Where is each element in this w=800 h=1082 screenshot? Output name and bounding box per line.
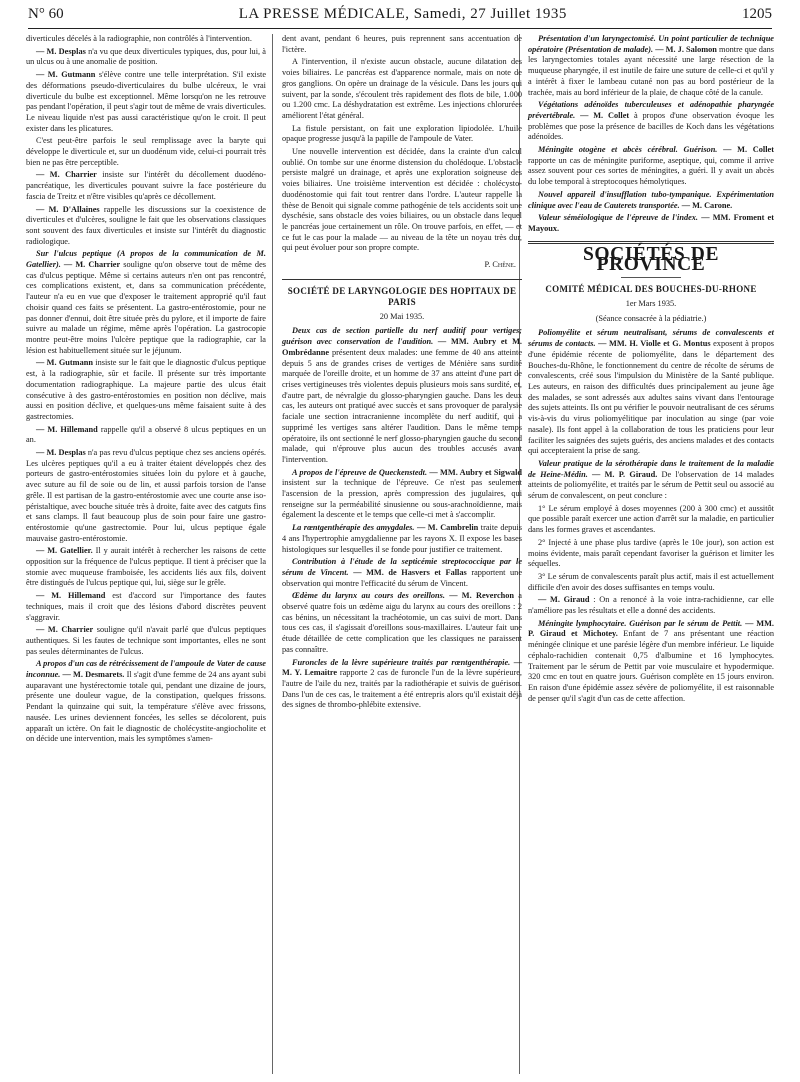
paragraph-title: Furoncles de la lèvre supérieure traités par rœntgenthérapie. bbox=[292, 657, 511, 667]
paragraph bbox=[528, 100, 774, 143]
section-banner: SOCIÉTÉS DE PROVINCE bbox=[582, 243, 720, 276]
paragraph-text: Une nouvelle intervention est décidée, dans la crainte d'un calcul oublié. On tombe sur une énorme distension du cholédoque. L'obstacle persiste malgré un drainage, et après une exploration soigneuse des voies biliaires. Une troisième intervention est décidée : cholécysto-duodénostomie qui fait tout rentrer dans l'ordre. L'auteur rappelle la thèse de Benoit qui signale comme pathogénie de tels accidents soit une dyschésie, sans obstacle des voies biliaires, ou un obstacle dans lequel le pancréas joue certainement un rôle. On trouve parfois, en effet, — et ce fut le cas pour la malade — au niveau de la tête un noyau très dur, qui peut évoluer pour son propre compte. bbox=[282, 147, 522, 253]
paragraph bbox=[282, 557, 522, 589]
paragraph bbox=[528, 213, 774, 234]
paragraph-text: rappelle les discussions sur la coexistence de diverticules et d'ulcères, souligne le fait que les observations classiques sont souvent des faux diverticules et insiste sur l'intérêt du diagnostic radiologique. bbox=[26, 204, 266, 246]
speaker-name: — M. Cambrelin bbox=[414, 523, 479, 533]
speaker-name: — M. Desplas bbox=[36, 448, 86, 458]
paragraph-title: A propos de l'épreuve de Queckenstedt. bbox=[292, 467, 428, 477]
paragraph-text: est d'accord sur l'importance des fautes techniques, mais il croit que des lésions d'abord discrètes peuvent s'aggravir. bbox=[26, 591, 266, 622]
section-heading: SOCIÉTÉ DE LARYNGOLOGIE DES HOPITAUX DE PARIS bbox=[287, 285, 517, 307]
speaker-name: — M. Y. Lemaitre bbox=[282, 657, 522, 678]
column-1 bbox=[26, 34, 266, 747]
paragraph bbox=[528, 190, 774, 211]
paragraph bbox=[528, 504, 774, 536]
paragraph bbox=[528, 328, 774, 456]
section-rule bbox=[282, 279, 522, 280]
paragraph-text: souligne qu'on observe tout de même des cas d'ulcus peptique. Même si certains auteurs n'en ont pas rencontré, ces complications existent, et, dans sa communication précédente, l'auteur n'a eu en vue que d'exposer le traitement approprié qu'il faut choisir quand ces faits se présentent. La gastro-entérostomie, pour ne pas donner d'ennui, doit être située près du pylore, et il importe de faire suivre au malade un régime, même après l'opération. La gastrocopie montre peut-être moins l'ulcère peptique que la radiographie, car la lésion est habituellement située sur le jéjunum. bbox=[26, 260, 266, 355]
paragraph bbox=[26, 136, 266, 168]
paragraph bbox=[528, 595, 774, 616]
speaker-name: — MM. de Hasvers et Fallas bbox=[348, 567, 467, 577]
paragraph-text: souligne qu'il n'avait parlé que d'ulcus peptiques authentiques. Si les fautes de technique sont importantes, elles ne sont pas seules déterminantes de l'ulcus. bbox=[26, 625, 267, 656]
speaker-name: — M. J. Salomon bbox=[653, 44, 717, 54]
paragraph-title: Présentation d'un laryngectomisé. Un point particulier de technique opératoire (Présentation de malade). bbox=[528, 34, 774, 54]
paragraph-text: 1° Le sérum employé à doses moyennes (200 à 300 cmc) et aussitôt que possible paraît exercer une action d'arrêt sur la maladie, en particulier dans les formes graves et ascendantes. bbox=[528, 503, 774, 535]
paragraph-title: A propos d'un cas de rétrécissement de l'ampoule de Vater de cause inconnue. bbox=[26, 659, 266, 680]
paragraph-title: Poliomyélite et sérum neutralisant, sérums de convalescents et sérums de contacts. bbox=[528, 328, 774, 349]
paragraph-text: montre que dans les laryngectomies totales ayant nécessité une large résection de la muqueuse pharyngée, il est inutile de faire une suture de celle-ci et qu'il y a intérêt à fixer le lambeau cutané non pas au bord postérieur de la trachée, mais au bord inférieur de la plaie, de chaque côté de la canule. bbox=[528, 44, 774, 97]
paragraph bbox=[26, 591, 266, 623]
paragraph-title: Méningite otogène et abcès cérébral. Guérison. bbox=[538, 145, 718, 155]
paragraph bbox=[26, 170, 266, 202]
speaker-name: — M. Gatellier. bbox=[36, 546, 93, 556]
paragraph bbox=[26, 546, 266, 589]
speaker-name: — MM. P. Giraud et Michotey. bbox=[528, 618, 774, 639]
paragraph-text: rappelle qu'il a observé 8 ulcus peptiques en un an. bbox=[26, 424, 266, 445]
paragraph bbox=[26, 448, 266, 544]
paragraph bbox=[528, 619, 774, 705]
paragraph-text: Enfant de 7 ans présentant une réaction méningée clinique et une parésie légère d'un membre inférieur. Le liquide céphalo-rachidien contenait 0,75 d'albumine et 16 lymphocytes. Traitement par le sérum de Pettit par voie musculaire et hypodermique. 320 cmc en tout en quatre jours. Guérison complète en 15 jours environ. En raison d'une épidémie assez sévère de poliomyélite, il est raisonnable de penser qu'il s'agit d'un cas de cette affection. bbox=[528, 629, 774, 703]
speaker-name: — M. Giraud bbox=[538, 595, 590, 605]
paragraph-text: De l'observation de 14 malades atteints de poliomyélite, et traités par le sérum de Pettit seul ou associé au sérum de convalescent, on peut conclure : bbox=[528, 469, 774, 501]
paragraph bbox=[26, 625, 266, 657]
paragraph-text: : On a renoncé à la voie intra-rachidienne, car elle n'améliore pas les résultats et elle a donné des accidents. bbox=[528, 595, 774, 616]
column-divider bbox=[272, 34, 273, 1074]
speaker-name: — M. Collet bbox=[717, 145, 774, 155]
paragraph-title: Méningite lymphocytaire. Guérison par le sérum de Pettit. bbox=[538, 618, 743, 628]
paragraph-title: Valeur séméiologique de l'épreuve de l'index. bbox=[538, 213, 699, 223]
paragraph bbox=[282, 658, 522, 712]
paragraph-text: traite depuis 4 ans l'hypertrophie amygdalienne par les rayons X. Il expose les bases histologiques sur lesquelles il se fonde pour justifier ce traitement. bbox=[282, 523, 522, 554]
speaker-name: — M. Charrier bbox=[36, 625, 94, 635]
page-number: 1205 bbox=[742, 6, 772, 22]
paragraph-title: Deux cas de section partielle du nerf auditif pour vertiges; guérison avec conservation de l'audition. bbox=[282, 326, 522, 347]
paragraph-text: insiste sur l'intérêt du décollement duodéno-pancréatique, les diverticules pouvant suivre la face postérieure du fascia de Treitz et n'être visibles qu'après ce décollement. bbox=[26, 170, 267, 201]
paragraph-text: n'a pas revu d'ulcus peptique chez ses anciens opérés. Les ulcères peptiques qu'il a eu à traiter étaient développés chez des porteurs de gastro-entérostomies situées loin du pylore et à gauche, avec suture au fil de soie ou de lin, et aussi parfois torsion de l'anse grêle. Il est partisan de la gastro-entérostomie avec une courte anse iso-péristaltique, avec bouche située très à droite, faite avec des catguts fins et sans clamps. Il faut beaucoup plus de soin pour faire une gastro-entérostomie qu'une gastrectomie. Pour lui, ulcus peptique égale mauvaise gastro-entérostomie. bbox=[26, 448, 266, 543]
paragraph-text: 3° Le sérum de convalescents paraît plus actif, mais il est actuellement difficile d'en avoir des doses suffisantes en temps voulu. bbox=[528, 571, 774, 592]
paragraph-text: exposent à propos d'une épidémie récente de poliomyélite, dans le département des Bouches-du-Rhône, le fonctionnement du centre de récolte de sérums de convalescents, créé sous l'impulsion du Ministère de la Santé publique. Les auteurs, en raison des difficultés dues principalement au jeune âge des malades, se sont adressés aux adultes sains vivant dans l'entourage des sujets atteints. Ils ont pu vérifier le pouvoir neutralisant de ces sérums vis-à-vis du virus poliomyélitique par inoculation au singe (par voie nasale). Ils font appel à la collaboration de tous les praticiens pour leur faciliter les saignées des sujets guéris, des anciens malades et des contacts qui accepteraient la prise de sang. bbox=[528, 339, 774, 456]
paragraph-title: Nouvel appareil d'insufflation tubo-tympanique. Expérimentation clinique avec l'eau de Cauterets transportée. bbox=[528, 189, 774, 210]
paragraph bbox=[528, 538, 774, 570]
page-header bbox=[28, 6, 772, 29]
short-rule bbox=[621, 277, 681, 278]
issue-number: N° 60 bbox=[28, 6, 64, 22]
paragraph-text: n'a vu que deux diverticules typiques, dus, pour lui, à un ulcus ou à une anomalie de position. bbox=[26, 46, 266, 67]
paragraph-text: a observé quatre fois un œdème aigu du larynx au cours des oreillons : 2 cas bénins, un nécessitant la trachéotomie, un cas suivi de mort. Dans tous ces cas, il s'agissait d'oreillons sous-maxillaires. L'auteur fait une étude détaillée de cette complication que les classiques ne paraissent pas connaître. bbox=[282, 591, 522, 654]
paragraph bbox=[282, 57, 522, 121]
speaker-name: — M. Gutmann bbox=[36, 70, 96, 80]
speaker-name: — M. Collet bbox=[575, 110, 630, 120]
paragraph-text: rapportent une observation qui montre l'efficacité du sérum de Vincent. bbox=[282, 567, 523, 588]
paragraph-text: rapporte 2 cas de furoncle l'un de la lèvre supérieure, l'autre de l'aile du nez, traités par la radiothérapie et suivis de guérison. Dans l'un de ces cas, le traitement a été entrepris alors qu'il existait déjà des signes de thrombo-phlébite extensive. bbox=[282, 668, 522, 710]
paragraph-text: 2° Injecté à une phase plus tardive (après le 10e jour), son action est moins évidente, mais paraît cependant favoriser la guérison et limiter les séquelles. bbox=[528, 537, 774, 569]
paragraph-text: diverticules décelés à la radiographie, non contrôlés à l'intervention. bbox=[26, 34, 252, 43]
speaker-name: — MM. Froment et Mayoux. bbox=[528, 213, 774, 233]
paragraph-title: Œdème du larynx au cours des oreillons. bbox=[292, 591, 445, 601]
speaker-name: — M. Desmarets. bbox=[60, 670, 125, 680]
paragraph-text: insistent sur la technique de l'épreuve. Ce n'est pas seulement l'ascension de la pression, après compression des jugulaires, qui renseigne sur la perméabilité sinusienne ou sous-arachnoïdienne, mais également la descente et le temps que celle-ci met à s'accomplir. bbox=[282, 478, 522, 520]
paragraph bbox=[282, 147, 522, 254]
speaker-name: — M. Carone. bbox=[679, 200, 733, 210]
session-date: 20 Mai 1935. bbox=[379, 311, 425, 321]
paragraph bbox=[282, 591, 522, 655]
paragraph-text: Il y aurait intérêt à rechercher les raisons de cette opposition sur la fréquence de l'ulcus peptique. Il tient à préciser que la stomie avec muqueuse framboisée, les accidents liés aux fils, doivent être distingués de l'ulcus peptique qui, lui, siège sur le grêle. bbox=[26, 546, 266, 588]
paragraph-text: à propos d'une observation évoque les problèmes que pose la présence de bacilles de Koch dans les végétations adénoïdes. bbox=[528, 110, 774, 142]
paragraph bbox=[26, 358, 266, 422]
speaker-name: — M. Reverchon bbox=[444, 591, 515, 601]
paragraph bbox=[282, 124, 522, 145]
paragraph bbox=[528, 572, 774, 593]
paragraph bbox=[26, 205, 266, 248]
paragraph bbox=[26, 70, 266, 134]
paragraph bbox=[282, 468, 522, 522]
paragraph bbox=[528, 145, 774, 188]
paragraph bbox=[528, 459, 774, 502]
paragraph bbox=[282, 34, 522, 55]
speaker-name: — M. Desplas bbox=[36, 46, 86, 56]
paragraph-title: La rœntgenthérapie des amygdales. bbox=[292, 523, 415, 533]
speaker-name: — M. P. Giraud. bbox=[587, 469, 658, 479]
paragraph-title: Contribution à l'étude de la septicémie streptococcique par le sérum de Vincent. bbox=[282, 557, 522, 577]
paragraph-title: Sur l'ulcus peptique (A propos de la communication de M. Gatellier). bbox=[26, 249, 266, 270]
paragraph bbox=[528, 34, 774, 98]
column-2 bbox=[282, 34, 522, 713]
speaker-name: — MM. H. Violle et G. Montus bbox=[595, 339, 711, 349]
paragraph-text: s'élève contre une telle interprétation. S'il existe des déformations pseudo-diverticulaires du bulbe ulcéreux, le vrai diverticule du bulbe est exceptionnel. Même lorsqu'on ne les retrouve pas pendant l'opération, il peut s'agir tout de même de vrais diverticules. Le niveau liquide n'est pas aussi caractéristique qu'on le croit. Il peut exister dans les plicatures. bbox=[26, 70, 266, 133]
paragraph-text: rapporte un cas de méningite puriforme, aseptique, qui, comme il arrive assez souvent pour ces sortes de méningites, a guéri. Il y avait un abcès du lobe temporal à streptocoques hémolytiques. bbox=[528, 155, 774, 187]
speaker-name: — M. Charrier bbox=[36, 170, 97, 180]
section-heading: COMITÉ MÉDICAL DES BOUCHES-DU-RHONE bbox=[545, 284, 757, 295]
paragraph-text: La fistule persistant, on fait une exploration lipiodolée. L'huile opaque progresse jusqu'à la papille de l'ampoule de Vater. bbox=[282, 123, 522, 144]
paragraph-text: Il s'agit d'une femme de 24 ans ayant subi auparavant une hystérectomie totale qui, pendant une dizaine de jours, présente une douleur vague, de la constipation, quelques frissons. Pendant la quinzaine qui suit, la température s'élève avec frissons, nausée. Les urines deviennent foncées, les selles se décolorent, puis apparaît un ictère. On fait le diagnostic de cholécystite-angiocholite et on décide une intervention, mais les symptômes s'amen- bbox=[26, 670, 267, 744]
author-signature: P. Chêne. bbox=[484, 260, 516, 270]
column-3 bbox=[528, 34, 774, 706]
paragraph bbox=[26, 659, 266, 745]
journal-title-date: LA PRESSE MÉDICALE, Samedi, 27 Juillet 1935 bbox=[238, 6, 567, 22]
paragraph-text: C'est peut-être parfois le seul remplissage avec la baryte qui développe le diverticule et, sur un duodénum vide, celui-ci pourrait très bien ne pas être perceptible. bbox=[26, 136, 266, 167]
speaker-name: — MM. Aubry et Sigwald bbox=[427, 467, 523, 477]
paragraph bbox=[282, 326, 522, 465]
paragraph-text: insiste sur le fait que le diagnostic d'ulcus peptique est, à la radiographie, sûr et facile. Il présente sur très importante documentation radiographique. La majeure partie des ulcus était consécutive à des gastro-entérostomies en position non déclive, mais aussi en position déclive, et quelques-uns même faisaient suite à des gastrectomies. bbox=[26, 358, 266, 421]
paragraph-text: dent avant, pendant 6 heures, puis reprennent sans accentuation de l'ictère. bbox=[282, 34, 522, 54]
speaker-name: — M. Hillemand bbox=[36, 591, 106, 601]
paragraph-text: A l'intervention, il n'existe aucun obstacle, aucune dilatation des voies biliaires. Le pancréas est d'apparence normale, mais on note de gros ganglions. On opère un drainage de la vésicule. Dans les jours qui suivent, par la sonde, s'écoulent très rapidement des flots de bile, 1.000 ou 1.200 cmc. La déshydratation est extrême. Les injections chlorurées améliorent l'état général. bbox=[282, 57, 522, 120]
paragraph-title: Valeur pratique de la sérothérapie dans le traitement de la maladie de Heine-Médin. bbox=[528, 458, 774, 479]
paragraph bbox=[26, 425, 266, 446]
paragraph bbox=[26, 34, 266, 45]
paragraph bbox=[282, 523, 522, 555]
speaker-name: — M. D'Allaines bbox=[36, 204, 100, 214]
speaker-name: — M. Charrier bbox=[60, 260, 121, 270]
paragraph-title: Végétations adénoïdes tuberculeuses et adénopathie pharyngée prévertébrale. bbox=[528, 100, 774, 120]
session-date: 1er Mars 1935. bbox=[625, 299, 677, 309]
speaker-name: — MM. Aubry et M. Ombrédanne bbox=[282, 337, 522, 357]
session-note: (Séance consacrée à la pédiatrie.) bbox=[595, 313, 707, 323]
speaker-name: — M. Gutmann bbox=[36, 358, 93, 368]
paragraph bbox=[26, 249, 266, 356]
paragraph bbox=[26, 47, 266, 68]
speaker-name: — M. Hillemand bbox=[36, 424, 98, 434]
paragraph-text: présentent deux malades: une femme de 40 ans atteinte depuis 5 ans de grandes crises de vertiges de Ménière sans surdité marquée de l'oreille droite, et un homme de 37 ans atteint d'une part de crises vertigineuses très violentes depuis plusieurs mois sans surdité, et, d'autre part, de névralgie du glosso-pharyngien gauche. Dans les deux cas, les auteurs ont pratiqué avec succès et sans provoquer de paralysie faciale une section intracranienne incomplète du nerf auditif, qui a supprimé les vertiges sans altérer l'audition. Dans le même temps opératoire, ils ont sectionné le nerf glosso-pharyngien gauche du second malade, qui n'éprouve plus aucun des troubles accusés avant l'intervention. bbox=[282, 347, 522, 464]
